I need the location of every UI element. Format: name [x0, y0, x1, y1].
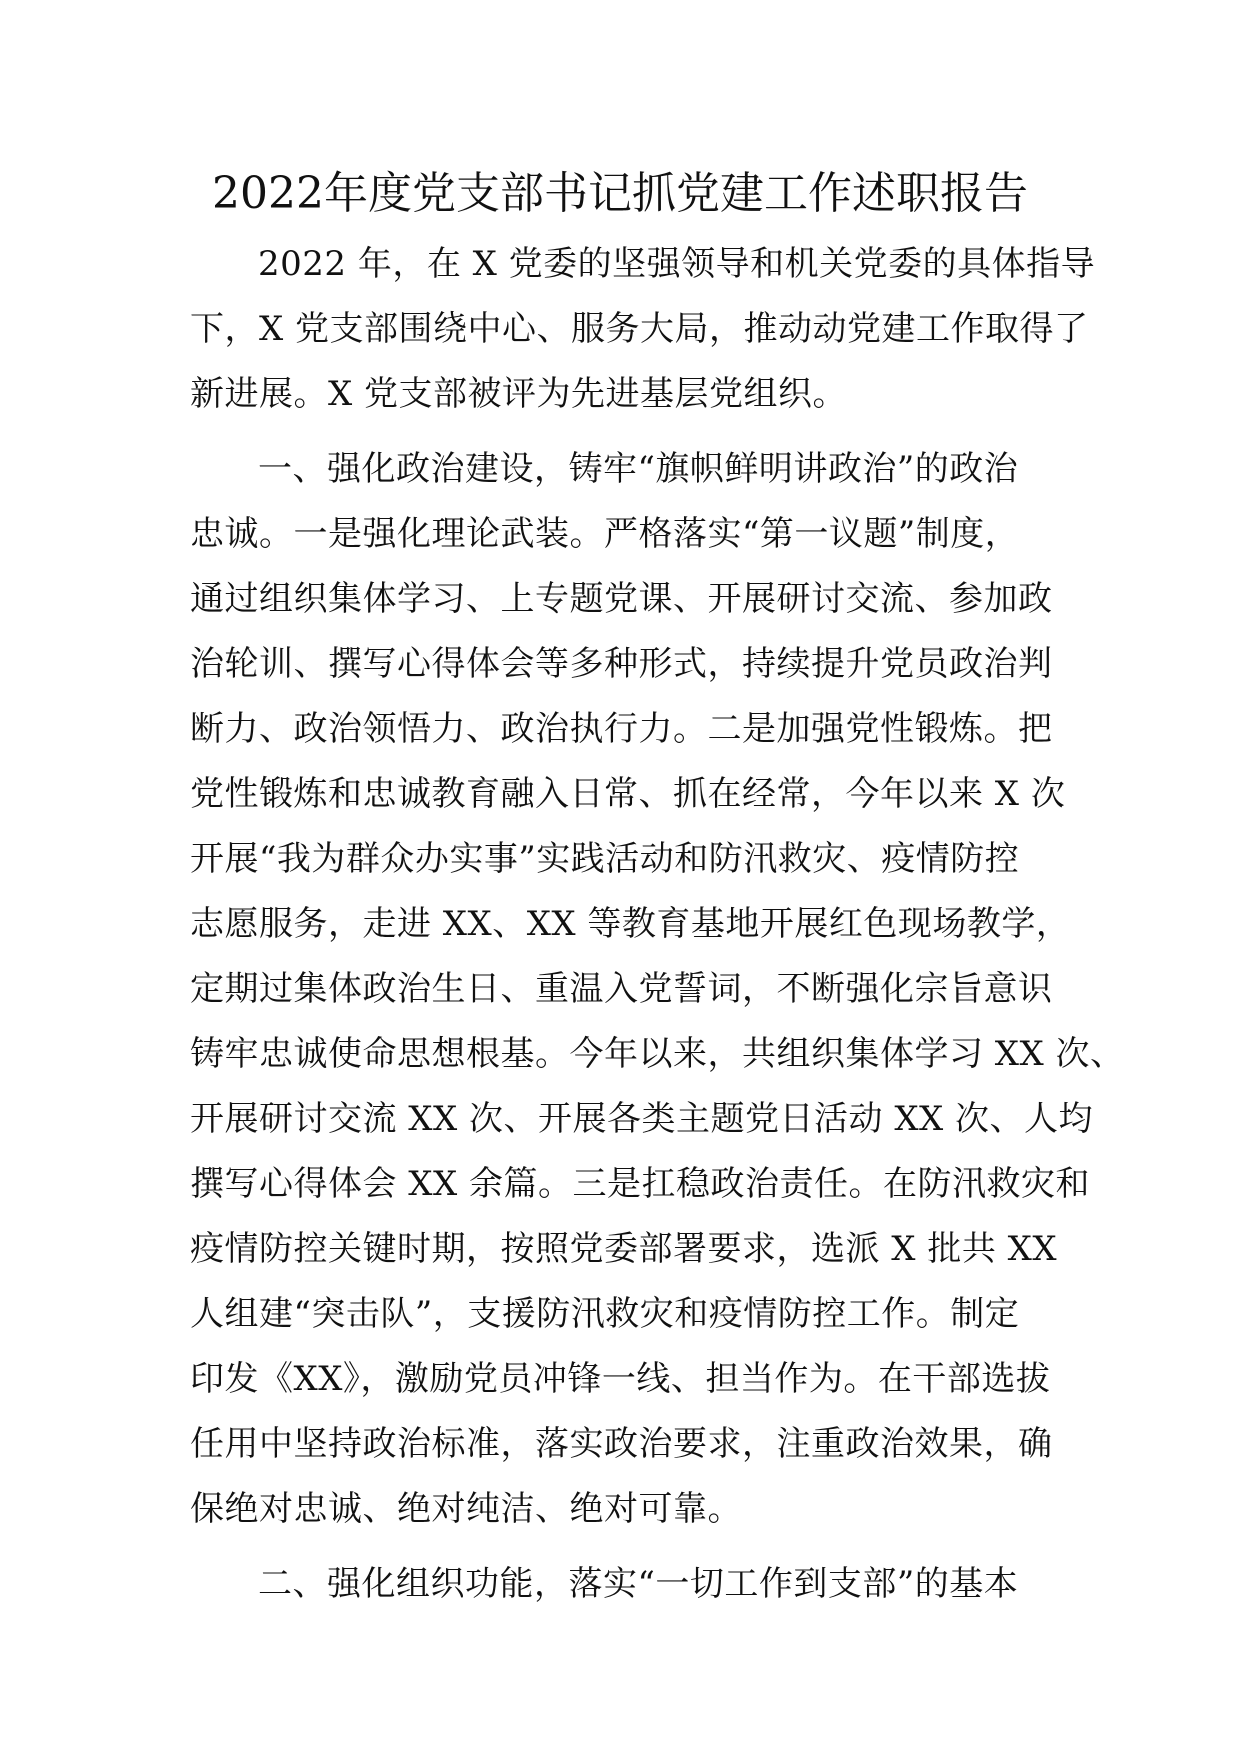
- paragraph-line: 忠诚。一是强化理论武装。严格落实“第一议题”制度，: [190, 514, 1020, 554]
- paragraph-line: 人组建“突击队”，支援防汛救灾和疫情防控工作。制定: [190, 1294, 1020, 1334]
- paragraph-line: 2022 年，在 X 党委的坚强领导和机关党委的具体指导: [258, 244, 1096, 284]
- paragraph-line: 开展研讨交流 XX 次、开展各类主题党日活动 XX 次、人均: [190, 1099, 1094, 1139]
- paragraph-line: 党性锻炼和忠诚教育融入日常、抓在经常，今年以来 X 次: [190, 774, 1066, 814]
- paragraph-line: 印发《XX》，激励党员冲锋一线、担当作为。在干部选拔: [190, 1359, 1051, 1399]
- paragraph-line: 断力、政治领悟力、政治执行力。二是加强党性锻炼。把: [190, 709, 1053, 749]
- paragraph-line: 通过组织集体学习、上专题党课、开展研讨交流、参加政: [190, 579, 1053, 619]
- paragraph-line: 定期过集体政治生日、重温入党誓词，不断强化宗旨意识: [190, 969, 1053, 1009]
- document-title: 2022年度党支部书记抓党建工作述职报告: [212, 168, 1028, 219]
- paragraph-line: 铸牢忠诚使命思想根基。今年以来，共组织集体学习 XX 次、: [190, 1034, 1125, 1074]
- document-body: [190, 232, 1125, 1617]
- paragraph-line: 新进展。X 党支部被评为先进基层党组织。: [190, 374, 848, 414]
- paragraph-line: 下，X 党支部围绕中心、服务大局，推动动党建工作取得了: [190, 309, 1089, 349]
- paragraph-line: 疫情防控关键时期，按照党委部署要求，选派 X 批共 XX: [190, 1229, 1058, 1269]
- paragraph-line: 撰写心得体会 XX 余篇。三是扛稳政治责任。在防汛救灾和: [190, 1164, 1091, 1204]
- paragraph-line: 任用中坚持政治标准，落实政治要求，注重政治效果，确: [190, 1424, 1053, 1464]
- paragraph-line: 一、强化政治建设，铸牢“旗帜鲜明讲政治”的政治: [258, 449, 1019, 489]
- paragraph-line: 志愿服务，走进 XX、XX 等教育基地开展红色现场教学，: [190, 904, 1071, 944]
- paragraph-line: 开展“我为群众办实事”实践活动和防汛救灾、疫情防控: [190, 839, 1020, 879]
- paragraph-line: 保绝对忠诚、绝对纯洁、绝对可靠。: [190, 1489, 742, 1529]
- paragraph-gap: [190, 1542, 1070, 1552]
- paragraph-line: 治轮训、撰写心得体会等多种形式，持续提升党员政治判: [190, 644, 1053, 684]
- paragraph-gap: [190, 427, 1070, 437]
- paragraph-line: 二、强化组织功能，落实“一切工作到支部”的基本: [258, 1564, 1019, 1604]
